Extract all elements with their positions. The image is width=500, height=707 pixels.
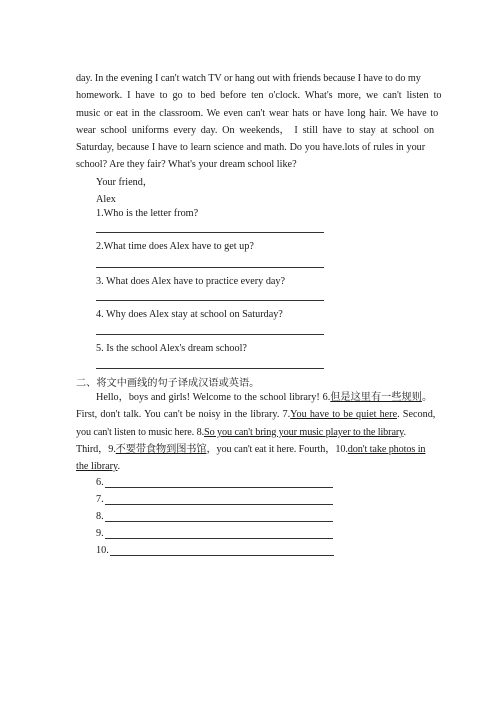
letter-line: wear school uniforms every day. On weekends， I still have to stay at school on	[76, 124, 435, 136]
question-2: 2.What time does Alex have to get up?	[96, 241, 254, 252]
section-2-heading: 二、将文中画线的句子译成汉语或英语。	[76, 378, 260, 389]
translation-answer-9[interactable]: 9.	[96, 528, 333, 539]
answer-line-1[interactable]	[96, 232, 324, 233]
translation-answer-7[interactable]: 7.	[96, 494, 333, 505]
question-5: 5. Is the school Alex's dream school?	[96, 343, 247, 354]
translation-answer-10[interactable]: 10.	[96, 545, 334, 556]
answer-line-3[interactable]	[96, 300, 324, 301]
underlined-sentence-9: 不要带食物到图书馆	[115, 443, 207, 455]
question-3: 3. What does Alex have to practice every day?	[96, 276, 286, 287]
letter-line: day. In the evening I can't watch TV or hang out with friends because I have to do my	[76, 73, 421, 84]
passage-line: First, don't talk. You can't be noisy in the library. 7.You have to be quiet here. Second,	[76, 409, 436, 421]
answer-line-5[interactable]	[96, 368, 324, 369]
passage-line: Hello，boys and girls! Welcome to the school library! 6.但是这里有一些规则。	[96, 392, 433, 403]
letter-signature: Alex	[96, 194, 116, 206]
passage-line: you can't listen to music here. 8.So you can't bring your music player to the library.	[76, 426, 406, 438]
library-passage	[76, 389, 436, 475]
letter-line: homework. I have to go to bed before ten o'clock. What's more, we can't listen to	[76, 90, 442, 102]
question-4: 4. Why does Alex stay at school on Saturday?	[96, 309, 283, 320]
letter-line: school? Are they fair? What's your dream school like?	[76, 159, 297, 171]
passage-line: the library.	[76, 461, 121, 473]
underlined-sentence-7: You have to be quiet here	[290, 409, 398, 421]
letter-line: Saturday, because I have to learn science and math. Do you have.lots of rules in your	[76, 142, 426, 154]
translation-answer-8[interactable]: 8.	[96, 511, 333, 522]
answer-line-2[interactable]	[96, 267, 324, 268]
letter-line: music or eat in the classroom. We even can't wear hats or have long hair. We have to	[76, 107, 439, 119]
question-1: 1.Who is the letter from?	[96, 208, 199, 219]
underlined-sentence-6: 但是这里有一些规则	[330, 392, 422, 403]
underlined-sentence-10-end: the library	[76, 461, 118, 473]
underlined-sentence-8: So you can't bring your music player to the library	[204, 426, 404, 438]
underlined-sentence-10: don't take photos in	[347, 443, 426, 455]
translation-answer-6[interactable]: 6.	[96, 477, 333, 488]
passage-line: Third，9.不要带食物到图书馆，you can't eat it here. Fourth，10.don't take photos in	[76, 443, 426, 455]
letter-closing: Your friend，	[96, 176, 153, 188]
answer-line-4[interactable]	[96, 334, 324, 335]
letter-body	[76, 70, 442, 208]
